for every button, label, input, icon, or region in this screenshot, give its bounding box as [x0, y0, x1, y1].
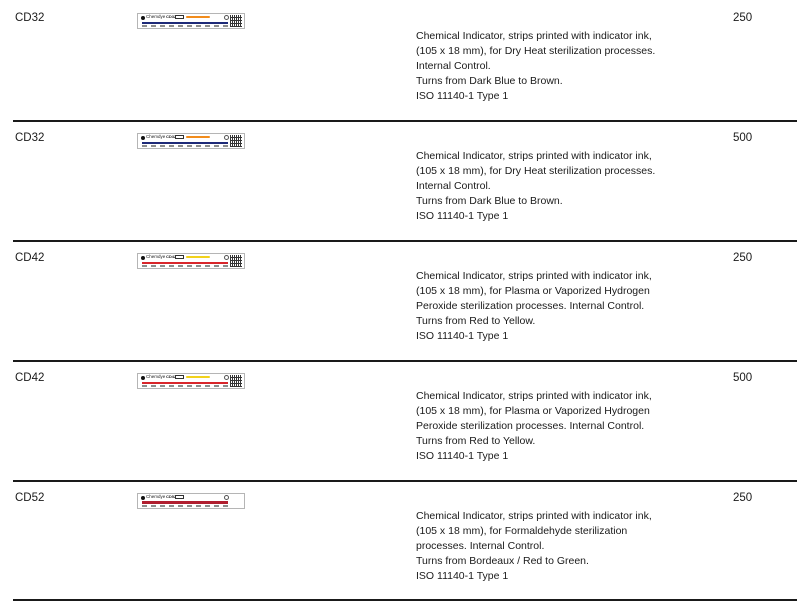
description-line: Turns from Red to Yellow.	[416, 315, 536, 327]
symbol-icon	[224, 15, 229, 20]
description-line: Internal Control.	[416, 60, 491, 72]
strip-box-graphic	[175, 15, 184, 19]
description-line: Chemical Indicator, strips printed with indicator ink,	[416, 150, 652, 162]
description-line: ISO 11140-1 Type 1	[416, 210, 509, 222]
strip-brand-graphic: Chemdye	[146, 14, 166, 19]
product-description	[416, 509, 676, 584]
fine-print-graphic	[142, 385, 228, 387]
qr-code-icon	[230, 15, 242, 27]
ink-mark-icon	[186, 376, 210, 378]
description-line: Chemical Indicator, strips printed with indicator ink,	[416, 510, 652, 522]
description-line: (105 x 18 mm), for Dry Heat sterilization processes.	[416, 165, 656, 177]
ink-mark-icon	[186, 16, 210, 18]
symbol-icon	[224, 495, 229, 500]
indicator-strip-image	[137, 493, 245, 509]
indicator-bar	[142, 501, 228, 504]
symbol-icon	[224, 255, 229, 260]
logo-icon	[141, 496, 145, 500]
fine-print-graphic	[142, 25, 228, 27]
description-line: Turns from Red to Yellow.	[416, 435, 536, 447]
description-line: (105 x 18 mm), for Plasma or Vaporized Hydrogen	[416, 285, 650, 297]
product-code: CD42	[15, 252, 45, 264]
ink-mark-icon	[186, 256, 210, 258]
description-line: ISO 11140-1 Type 1	[416, 90, 509, 102]
product-description	[416, 149, 676, 224]
product-code: CD52	[15, 492, 45, 504]
strip-box-graphic	[175, 255, 184, 259]
strip-brand-graphic: Chemdye	[146, 374, 166, 379]
product-description	[416, 29, 676, 104]
indicator-bar	[142, 22, 228, 24]
description-line: ISO 11140-1 Type 1	[416, 570, 509, 582]
product-quantity: 250	[733, 492, 753, 504]
table-row	[0, 240, 801, 360]
table-row	[0, 480, 801, 600]
product-code: CD32	[15, 12, 45, 24]
qr-code-icon	[230, 135, 242, 147]
description-line: Turns from Dark Blue to Brown.	[416, 195, 563, 207]
indicator-strip-image	[137, 253, 245, 269]
table-row	[0, 0, 801, 120]
strip-brand-graphic: Chemdye	[146, 254, 166, 259]
logo-icon	[141, 136, 145, 140]
product-quantity: 500	[733, 372, 753, 384]
strip-box-graphic	[175, 495, 184, 499]
indicator-bar	[142, 262, 228, 264]
description-line: (105 x 18 mm), for Dry Heat sterilization processes.	[416, 45, 656, 57]
qr-code-icon	[230, 375, 242, 387]
strip-model-graphic: CD32	[166, 134, 177, 139]
strip-brand-graphic: Chemdye	[146, 134, 166, 139]
symbol-icon	[224, 135, 229, 140]
fine-print-graphic	[142, 145, 228, 147]
ink-mark-icon	[186, 136, 210, 138]
strip-model-graphic: CD32	[166, 14, 177, 19]
description-line: Turns from Dark Blue to Brown.	[416, 75, 563, 87]
product-quantity: 250	[733, 12, 753, 24]
product-quantity: 250	[733, 252, 753, 264]
product-code: CD42	[15, 372, 45, 384]
product-quantity: 500	[733, 132, 753, 144]
description-line: ISO 11140-1 Type 1	[416, 450, 509, 462]
indicator-bar	[142, 142, 228, 144]
fine-print-graphic	[142, 265, 228, 267]
indicator-bar	[142, 382, 228, 384]
strip-model-graphic: CD42	[166, 374, 177, 379]
indicator-strip-image	[137, 133, 245, 149]
logo-icon	[141, 16, 145, 20]
description-line: Turns from Bordeaux / Red to Green.	[416, 555, 589, 567]
strip-box-graphic	[175, 375, 184, 379]
indicator-strip-image	[137, 373, 245, 389]
description-line: (105 x 18 mm), for Plasma or Vaporized Hydrogen	[416, 405, 650, 417]
description-line: processes. Internal Control.	[416, 540, 545, 552]
description-line: Peroxide sterilization processes. Internal Control.	[416, 420, 645, 432]
table-row	[0, 120, 801, 240]
symbol-icon	[224, 375, 229, 380]
table-row	[0, 360, 801, 480]
logo-icon	[141, 376, 145, 380]
strip-box-graphic	[175, 135, 184, 139]
logo-icon	[141, 256, 145, 260]
product-code: CD32	[15, 132, 45, 144]
row-divider	[13, 599, 797, 601]
fine-print-graphic	[142, 505, 228, 507]
qr-code-icon	[230, 255, 242, 267]
product-description	[416, 269, 676, 344]
description-line: Internal Control.	[416, 180, 491, 192]
strip-brand-graphic: Chemdye	[146, 494, 166, 499]
strip-model-graphic: CD52	[166, 494, 177, 499]
description-line: Chemical Indicator, strips printed with indicator ink,	[416, 30, 652, 42]
description-line: Chemical Indicator, strips printed with indicator ink,	[416, 390, 652, 402]
product-description	[416, 389, 676, 464]
description-line: ISO 11140-1 Type 1	[416, 330, 509, 342]
description-line: Chemical Indicator, strips printed with indicator ink,	[416, 270, 652, 282]
description-line: Peroxide sterilization processes. Internal Control.	[416, 300, 645, 312]
indicator-strip-image	[137, 13, 245, 29]
description-line: (105 x 18 mm), for Formaldehyde sterilization	[416, 525, 628, 537]
strip-model-graphic: CD42	[166, 254, 177, 259]
